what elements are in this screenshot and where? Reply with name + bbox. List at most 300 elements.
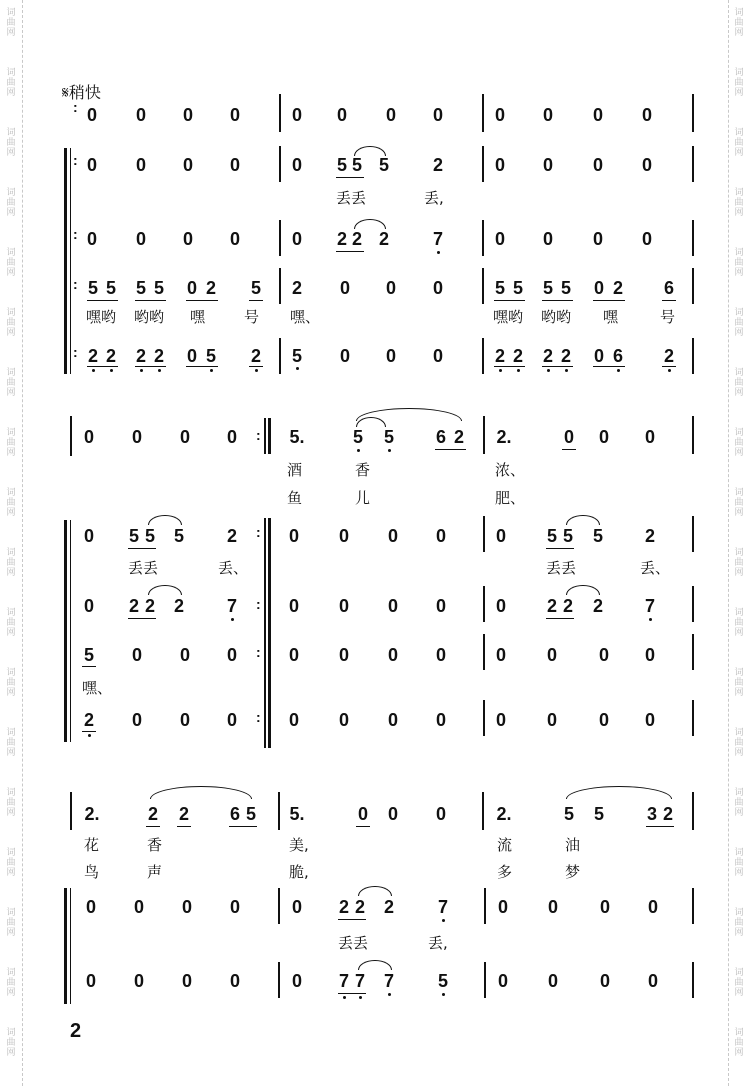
lyric: 油 [565,836,581,854]
note: 0 [563,427,574,447]
barline [482,268,484,304]
note: 0 [291,897,302,917]
barline [483,700,485,736]
note: 6 [229,804,240,824]
note: 0 [599,897,610,917]
watermark-text: 词曲网 [734,668,744,698]
note: 0 [338,710,349,730]
note: 5 [593,804,604,824]
underline [593,366,625,367]
lyric: 脆, [289,863,309,881]
repeat-dots: : [256,709,261,725]
note: 0 [592,229,603,249]
note: 0 [131,427,142,447]
note: 0 [131,645,142,665]
note: 0 [542,229,553,249]
low-octave-dot [442,993,445,996]
low-octave-dot [110,369,113,372]
underline [82,666,96,667]
note: 2 [105,346,116,366]
underline [128,618,156,619]
note: 0 [385,105,396,125]
low-octave-dot [357,449,360,452]
note: 0 [229,155,240,175]
watermark-text: 词曲网 [734,308,744,338]
note: 0 [547,971,558,991]
note: 2 [644,526,655,546]
note: 0 [641,105,652,125]
barline [692,792,694,830]
note: 2 [144,596,155,616]
underline [186,366,218,367]
note: 2 [226,526,237,546]
note: 2 [205,278,216,298]
note: 0 [546,645,557,665]
note: 5 [437,971,448,991]
note: 7 [338,971,349,991]
note: 0 [387,645,398,665]
barline [279,220,281,256]
underline [338,919,366,920]
low-octave-dot [437,251,440,254]
note: 5 [87,278,98,298]
underline [249,300,263,301]
lyric: 肥、 [495,489,526,507]
note: 0 [592,105,603,125]
lyric: 丢, [424,189,444,207]
note: 2 [83,710,94,730]
note: 0 [291,971,302,991]
lyric: 号 [244,308,260,326]
underline [128,548,156,549]
note: 2 [354,897,365,917]
underline [356,826,370,827]
note: 0 [85,971,96,991]
watermark-text: 词曲网 [6,968,16,998]
note: 0 [83,526,94,546]
note: 2 [612,278,623,298]
barline [692,146,694,182]
note: 2. [84,804,100,824]
barline [279,146,281,182]
note: 0 [291,105,302,125]
note: 0 [288,526,299,546]
barline [692,94,694,132]
barline [483,416,485,454]
note: 0 [542,105,553,125]
note: 2. [496,804,512,824]
note: 2 [291,278,302,298]
underline [249,366,263,367]
note: 2 [351,229,362,249]
note: 0 [85,897,96,917]
note: 0 [181,971,192,991]
note: 2 [432,155,443,175]
note: 0 [288,645,299,665]
note: 0 [494,105,505,125]
note: 0 [226,710,237,730]
note: 5 [83,645,94,665]
lyric: 丢丢 [338,934,369,952]
note: 0 [86,229,97,249]
barline [278,888,280,924]
underline [87,300,118,301]
note: 7 [383,971,394,991]
note: 0 [495,645,506,665]
watermark-text: 词曲网 [6,128,16,158]
repeat-start-dots: : [73,276,78,292]
watermark-text: 词曲网 [734,8,744,38]
note: 0 [179,427,190,447]
watermark-text: 词曲网 [6,428,16,458]
note: 2 [135,346,146,366]
double-barline-thin [264,418,266,454]
note: 0 [291,229,302,249]
note: 5 [563,804,574,824]
note: 0 [339,278,350,298]
note: 0 [647,971,658,991]
low-octave-dot [442,919,445,922]
double-barline-thin [264,518,266,748]
note: 2 [153,346,164,366]
note: 0 [179,710,190,730]
underline [82,731,96,732]
note: 0 [644,427,655,447]
note: 0 [135,229,146,249]
lyric: 声 [147,863,163,881]
watermark-text: 词曲网 [6,548,16,578]
note: 6 [612,346,623,366]
underline [87,366,118,367]
note: 0 [338,596,349,616]
lyric: 丢、 [640,559,671,577]
low-octave-dot [649,618,652,621]
watermark-text: 词曲网 [734,848,744,878]
note: 7 [432,229,443,249]
note: 0 [598,710,609,730]
barline [484,962,486,998]
watermark-text: 词曲网 [6,248,16,278]
low-octave-dot [547,369,550,372]
note: 3 [646,804,657,824]
barline [692,700,694,736]
system-2-start-line [70,416,72,456]
note: 0 [644,645,655,665]
note: 0 [495,710,506,730]
watermark-text: 词曲网 [734,968,744,998]
barline [692,586,694,622]
watermark-text: 词曲网 [6,68,16,98]
note: 7 [644,596,655,616]
note: 0 [133,897,144,917]
underline [229,826,257,827]
watermark-text: 词曲网 [6,368,16,398]
low-octave-dot [517,369,520,372]
underline [494,366,525,367]
underline [435,449,466,450]
note: 2 [378,229,389,249]
underline [146,826,160,827]
low-octave-dot [296,367,299,370]
note: 2. [496,427,512,447]
note: 0 [336,105,347,125]
note: 5 [128,526,139,546]
note: 0 [229,971,240,991]
system-3-brace [64,888,67,1004]
lyric: 丢丢 [336,189,367,207]
repeat-start-dots: : [73,99,78,115]
barline [279,338,281,374]
note: 0 [181,897,192,917]
note: 2 [662,804,673,824]
tempo-marker: 𝄋稍快 [62,83,101,102]
low-octave-dot [158,369,161,372]
note: 0 [547,897,558,917]
lyric: 号 [660,308,676,326]
low-octave-dot [388,449,391,452]
note: 0 [435,710,446,730]
note: 0 [435,804,446,824]
note: 5. [289,427,305,447]
underline [646,826,674,827]
slur [566,515,600,525]
note: 0 [593,346,604,366]
slur [566,585,600,595]
note: 0 [644,710,655,730]
note: 5 [291,346,302,366]
note: 0 [592,155,603,175]
note: 2 [87,346,98,366]
page-number: 2 [70,1020,82,1042]
note: 0 [641,229,652,249]
note: 0 [546,710,557,730]
note: 2 [147,804,158,824]
note: 5 [512,278,523,298]
underline [336,177,364,178]
watermark-text: 词曲网 [734,68,744,98]
lyric: 丢丢 [128,559,159,577]
slur [354,219,386,229]
note: 0 [599,971,610,991]
barline [692,888,694,924]
note: 2 [173,596,184,616]
note: 0 [288,596,299,616]
note: 0 [387,804,398,824]
note: 0 [83,427,94,447]
slur [358,960,392,970]
repeat-start-dots: : [73,344,78,360]
lyric: 多 [497,863,513,881]
barline [482,146,484,182]
note: 0 [83,596,94,616]
note: 0 [182,155,193,175]
watermark-text: 词曲网 [6,1028,16,1058]
note: 0 [229,897,240,917]
note: 0 [86,105,97,125]
right-page-border [728,0,729,1086]
note: 0 [497,897,508,917]
note: 5 [352,427,363,447]
repeat-dots: : [256,644,261,660]
low-octave-dot [388,993,391,996]
lyric: 嘿 [190,308,206,326]
repeat-start-dots: : [73,226,78,242]
underline [336,251,364,252]
note: 2 [453,427,464,447]
note: 5 [105,278,116,298]
system-1-brace-inner [70,148,71,374]
note: 0 [495,526,506,546]
watermark-text: 词曲网 [734,1028,744,1058]
note: 5 [250,278,261,298]
low-octave-dot [499,369,502,372]
underline [494,300,525,301]
note: 2 [560,346,571,366]
note: 0 [131,710,142,730]
note: 0 [432,278,443,298]
note: 2 [592,596,603,616]
note: 7 [226,596,237,616]
double-barline-thick [268,518,271,748]
note: 5 [560,278,571,298]
watermark-text: 词曲网 [734,188,744,218]
slur [358,886,392,896]
repeat-dots: : [256,596,261,612]
low-octave-dot [668,369,671,372]
note: 0 [135,105,146,125]
note: 0 [182,105,193,125]
lyric: 花 [84,836,100,854]
note: 0 [291,155,302,175]
note: 5 [542,278,553,298]
low-octave-dot [565,369,568,372]
note: 2 [178,804,189,824]
barline [484,888,486,924]
note: 7 [437,897,448,917]
low-octave-dot [617,369,620,372]
repeat-dots: : [256,524,261,540]
note: 6 [663,278,674,298]
low-octave-dot [231,618,234,621]
note: 0 [229,105,240,125]
note: 5 [245,804,256,824]
note: 0 [338,645,349,665]
system-2-brace-inner [70,520,71,742]
note: 5. [289,804,305,824]
slur [566,786,672,799]
watermark-text: 词曲网 [734,128,744,158]
note: 2 [494,346,505,366]
barline [482,338,484,374]
lyric: 丢, [428,934,448,952]
watermark-text: 词曲网 [6,608,16,638]
lyric: 香 [355,461,371,479]
lyric: 鱼 [287,489,303,507]
note: 0 [497,971,508,991]
note: 2 [250,346,261,366]
barline [692,338,694,374]
note: 0 [598,427,609,447]
watermark-text: 词曲网 [6,848,16,878]
lyric: 嘿、 [290,308,321,326]
slur [148,515,182,525]
note: 5 [351,155,362,175]
watermark-text: 词曲网 [734,608,744,638]
note: 0 [647,897,658,917]
repeat-dots: : [256,427,261,443]
lyric: 哟哟 [541,308,572,326]
watermark-text: 词曲网 [6,308,16,338]
underline [135,366,166,367]
watermark-text: 词曲网 [6,488,16,518]
note: 0 [186,346,197,366]
note: 0 [542,155,553,175]
note: 5 [592,526,603,546]
underline [562,449,576,450]
note: 0 [387,526,398,546]
low-octave-dot [88,734,91,737]
repeat-start-dots: : [73,152,78,168]
note: 0 [226,645,237,665]
underline [662,366,676,367]
note: 5 [383,427,394,447]
barline [692,634,694,670]
note: 0 [598,645,609,665]
note: 5 [153,278,164,298]
lyric: 鸟 [84,863,100,881]
barline [692,416,694,454]
note: 0 [229,229,240,249]
system-2-brace [64,520,67,742]
lyric: 嘿哟 [86,308,117,326]
barline [692,220,694,256]
underline [338,993,366,994]
note: 2 [542,346,553,366]
lyric: 嘿、 [82,679,113,697]
watermark-text: 词曲网 [734,368,744,398]
note: 5 [173,526,184,546]
note: 6 [435,427,446,447]
note: 0 [357,804,368,824]
lyric: 美, [289,836,309,854]
lyric: 丢丢 [546,559,577,577]
slur [148,585,182,595]
watermark-text: 词曲网 [734,548,744,578]
note: 0 [385,346,396,366]
watermark-text: 词曲网 [734,728,744,758]
lyric: 香 [147,836,163,854]
lyric: 浓、 [495,461,526,479]
underline [177,826,191,827]
lyric: 梦 [565,863,581,881]
slur [150,786,252,799]
underline [542,366,573,367]
note: 5 [336,155,347,175]
underline [186,300,218,301]
note: 5 [205,346,216,366]
note: 0 [339,346,350,366]
note: 0 [226,427,237,447]
underline [593,300,625,301]
lyric: 嘿 [603,308,619,326]
note: 2 [128,596,139,616]
low-octave-dot [343,996,346,999]
low-octave-dot [210,369,213,372]
note: 0 [186,278,197,298]
barline [279,268,281,304]
note: 0 [133,971,144,991]
note: 5 [135,278,146,298]
